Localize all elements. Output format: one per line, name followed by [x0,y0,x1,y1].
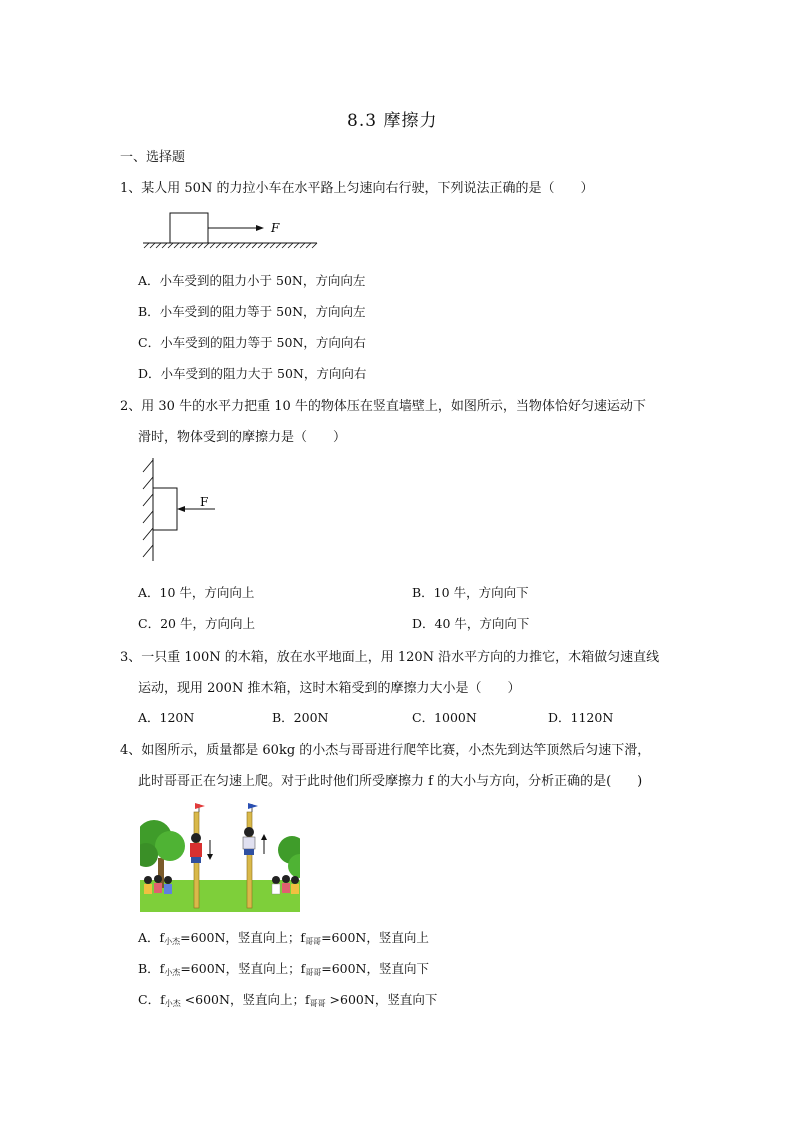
q1-option-d[interactable]: D．小车受到的阻力大于 50N，方向向右 [138,366,367,381]
page-title: 8.3 摩擦力 [347,111,438,131]
q2-wall-figure [135,455,225,565]
q1-cart-figure [140,208,320,253]
question-1-stem: 1、某人用 50N 的力拉小车在水平路上匀速向右行驶，下列说法正确的是（ ） [120,181,594,196]
q2-wall-hatch [143,460,153,557]
q1-option-b[interactable]: B．小车受到的阻力等于 50N，方向向左 [138,304,366,319]
q2-block [153,488,177,530]
q4-c-suffix: >600N，竖直向下 [325,992,438,1007]
q3-option-d[interactable]: D．1120N [548,710,614,725]
q2-option-a[interactable]: A．10 牛，方向向上 [138,585,255,600]
q4-option-b[interactable] [138,959,429,978]
q3-option-a[interactable]: A．120N [138,710,195,725]
q4-c-sub-xiaojie: 小杰 [164,999,181,1008]
q4-b-prefix: B．f [138,961,165,976]
q4-a-suffix: =600N，竖直向上 [321,930,429,945]
question-4-stem-line2: 此时哥哥正在匀速上爬。对于此时他们所受摩擦力 f 的大小与方向，分析正确的是( ) [138,774,643,789]
section-heading: 一、选择题 [120,150,186,165]
q2-option-d[interactable]: D．40 牛，方向向下 [412,616,530,631]
q1-force-label: F [271,221,280,235]
q4-c-prefix: C．f [138,992,165,1007]
q4-a-sub-xiaojie: 小杰 [164,937,181,946]
q2-option-c[interactable]: C．20 牛，方向向上 [138,616,255,631]
q4-a-prefix: A．f [138,930,165,945]
spectators-right [272,875,299,894]
question-3-stem-line2: 运动，现用 200N 推木箱，这时木箱受到的摩擦力大小是（ ） [138,681,521,696]
q1-ground-hatch [144,243,317,248]
q4-c-middle: <600N，竖直向上；f [180,992,310,1007]
question-4-stem-line1: 4、如图所示，质量都是 60kg 的小杰与哥哥进行爬竿比赛，小杰先到达竿顶然后匀速下滑， [120,743,651,758]
gege-climber [243,827,255,855]
q2-force-label: F [200,495,209,509]
q4-b-sub-xiaojie: 小杰 [164,968,181,977]
q2-arrow-head [177,506,185,512]
q4-b-middle: =600N，竖直向上；f [180,961,306,976]
q4-b-suffix: =600N，竖直向下 [321,961,429,976]
question-2-stem-line1: 2、用 30 牛的水平力把重 10 牛的物体压在竖直墙壁上，如图所示，当物体恰好匀速运动下 [120,399,646,414]
q2-option-b[interactable]: B．10 牛，方向向下 [412,585,529,600]
q4-option-a[interactable] [138,928,429,947]
q4-b-sub-gege: 哥哥 [305,968,322,977]
q1-option-a[interactable]: A．小车受到的阻力小于 50N，方向向左 [138,273,366,288]
spectators-left [144,875,172,894]
q3-option-b[interactable]: B．200N [272,710,329,725]
question-3-stem-line1: 3、一只重 100N 的木箱，放在水平地面上，用 120N 沿水平方向的力推它，木箱做匀速直线 [120,650,660,665]
q4-c-sub-gege: 哥哥 [309,999,326,1008]
q4-option-c[interactable] [138,990,437,1009]
q4-pole-climbing-illustration [140,800,300,912]
q4-a-middle: =600N，竖直向上；f [180,930,306,945]
q1-block [170,213,208,243]
q1-option-c[interactable]: C．小车受到的阻力等于 50N，方向向右 [138,335,366,350]
q1-arrow-head [256,225,264,231]
q4-a-sub-gege: 哥哥 [305,937,322,946]
xiaojie-climber [190,833,202,863]
q3-option-c[interactable]: C．1000N [412,710,477,725]
question-2-stem-line2: 滑时，物体受到的摩擦力是（ ） [138,430,347,445]
